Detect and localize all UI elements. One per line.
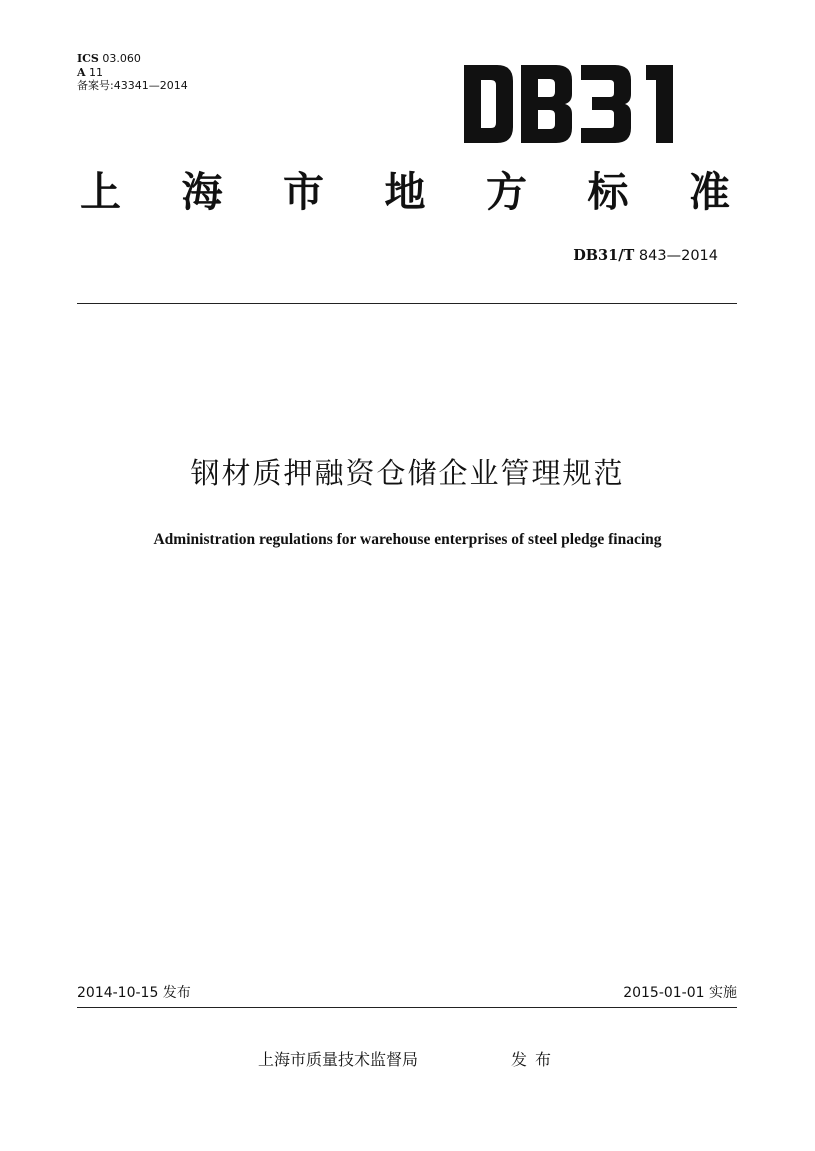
ics-label: ICS	[77, 52, 99, 65]
record-label: 备案号	[77, 79, 110, 92]
ics-code	[77, 52, 188, 66]
standard-code-number: 843—2014	[634, 248, 718, 264]
document-metadata	[77, 52, 188, 93]
title-char: 准	[689, 168, 730, 216]
standard-code	[573, 246, 718, 266]
ics-value: 03.060	[102, 52, 141, 65]
record-number	[77, 79, 188, 93]
ccs-label: A	[77, 65, 86, 79]
record-value: :43341—2014	[110, 79, 188, 92]
ccs-value: 11	[89, 65, 104, 79]
db31-logo-icon	[461, 64, 689, 144]
title-char: 方	[486, 168, 527, 216]
title-char: 海	[181, 168, 223, 216]
bottom-divider	[77, 1007, 737, 1008]
title-char: 地	[384, 168, 426, 216]
issuing-authority: 上海市质量技术监督局	[258, 1050, 419, 1069]
ccs-code	[77, 66, 188, 80]
top-divider	[77, 303, 737, 304]
document-title-en: Administration regulations for warehouse enterprises of steel pledge finacing	[153, 531, 662, 548]
implementation-date: 2015-01-01 实施	[623, 985, 737, 1001]
document-title-cn: 钢材质押融资仓储企业管理规范	[190, 456, 625, 490]
title-char: 市	[283, 168, 324, 216]
standard-type-title	[80, 164, 730, 220]
issue-date: 2014-10-15 发布	[77, 985, 191, 1001]
title-char: 标	[587, 168, 629, 216]
standard-code-prefix: DB31/T	[573, 247, 635, 264]
issuer-suffix: 发布	[511, 1050, 560, 1069]
title-char: 上	[80, 168, 121, 216]
